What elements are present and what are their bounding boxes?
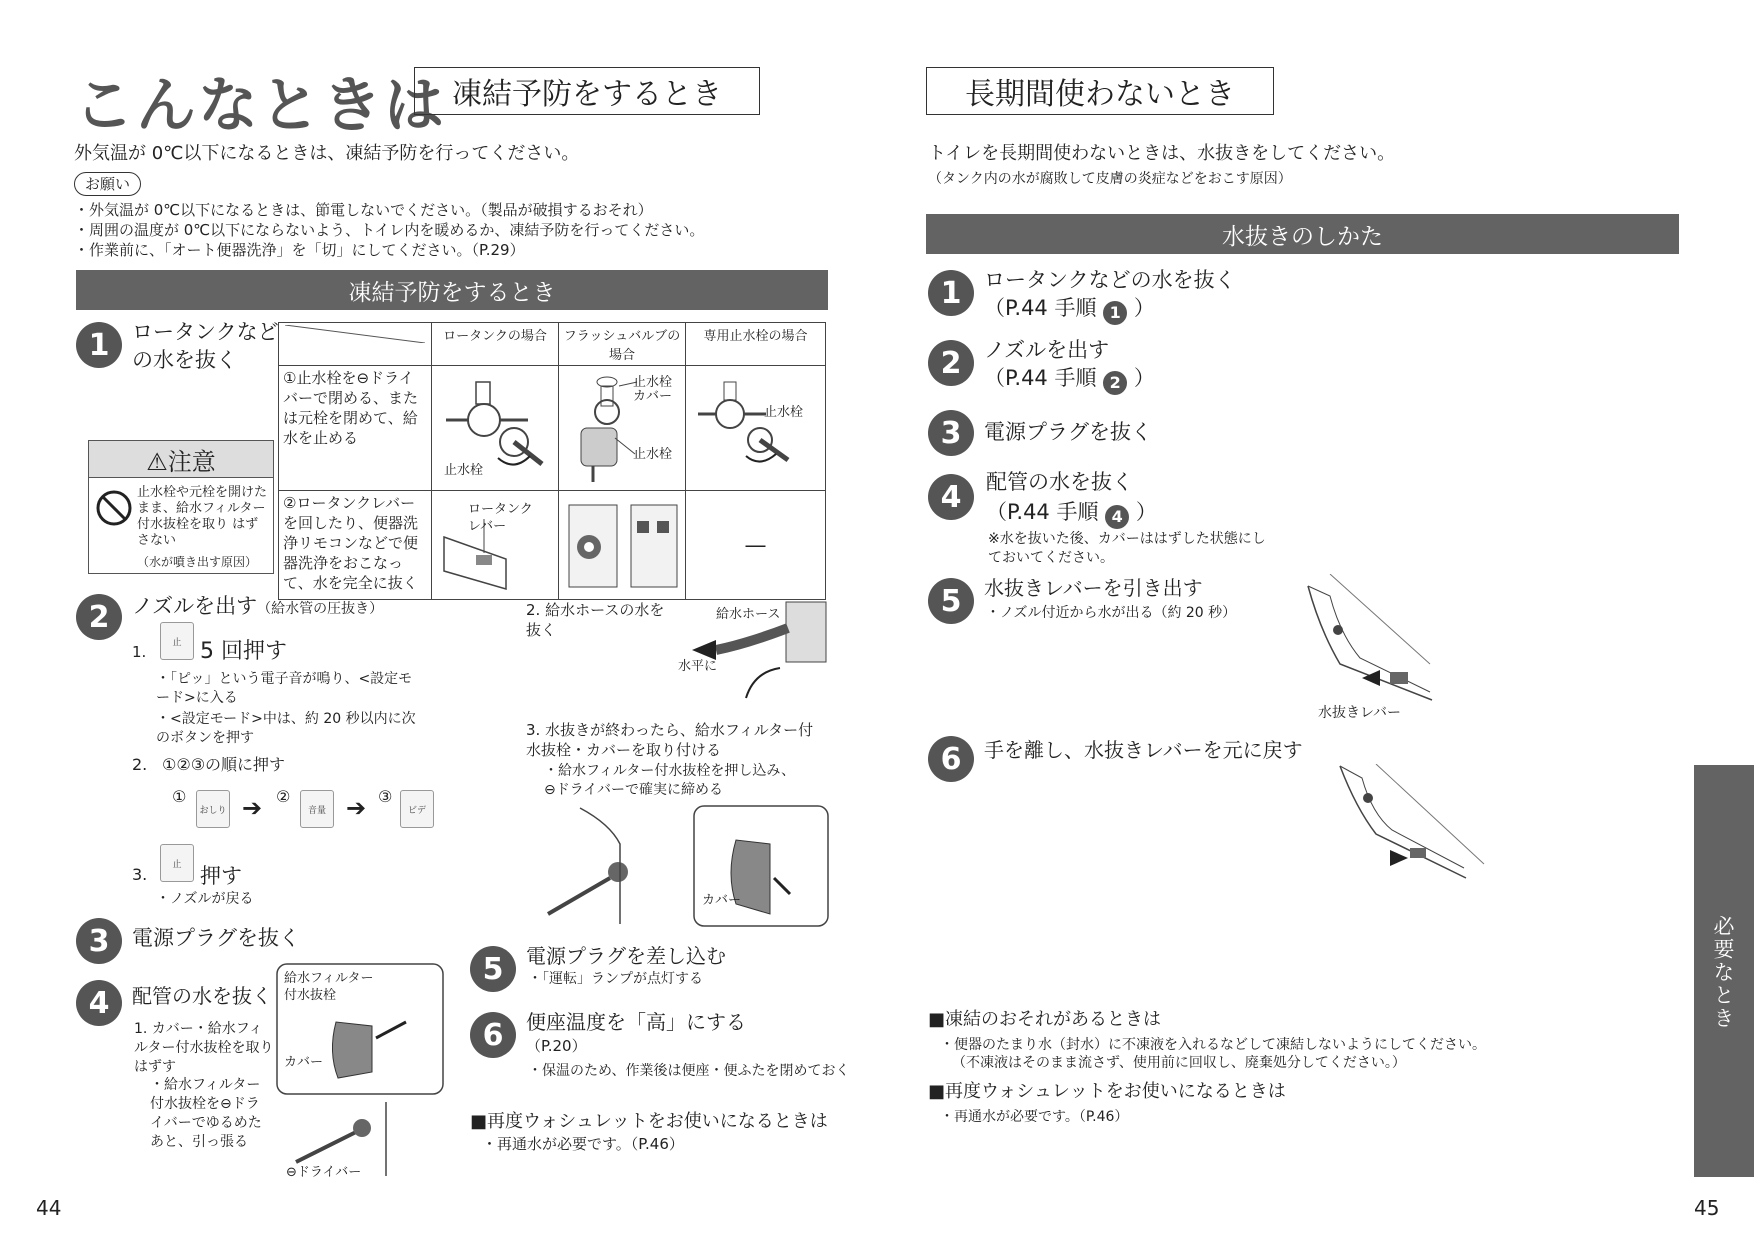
freeze-heading: ■凍結のおそれがあるときは — [928, 1009, 1162, 1030]
reuse-heading: ■再度ウォシュレットをお使いになるときは — [470, 1111, 828, 1132]
arrow-right-icon: ➔ — [346, 794, 367, 822]
illus-label: ⊖ドライバー — [286, 1165, 362, 1180]
step-title: 便座温度を「高」にする — [526, 1010, 746, 1034]
bullet: ・保温のため、作業後は便座・便ふたを閉めておく — [528, 1063, 850, 1079]
section-bar: 水抜きのしかた — [926, 214, 1679, 254]
caution-box — [88, 440, 274, 574]
bullet: ・<設定モード>中は、約 20 秒以内に次のボタンを押す — [156, 711, 416, 746]
substep-text: 3. 水抜きが終わったら、給水フィルター付水抜栓・カバーを取り付ける — [526, 721, 814, 759]
illus-label: 止水栓 — [633, 375, 673, 390]
bullet: ・ノズルが戻る — [156, 891, 254, 907]
page-title: こんなときは — [74, 71, 446, 141]
table-row-label: ①止水栓を⊖ドライバーで閉める、または元栓を閉めて、給水を止める — [279, 366, 432, 491]
filter-install-illustration — [540, 804, 830, 928]
page-ref: （P.20） — [526, 1037, 587, 1055]
reuse-text: ・再通水が必要です。（P.46） — [940, 1109, 1129, 1125]
bullet: ・「運転」ランプが点灯する — [528, 971, 703, 987]
section-box-title: 長期間使わないとき — [926, 67, 1274, 115]
step-number: 5 — [928, 578, 974, 624]
intro-text: トイレを長期間使わないときは、水抜きをしてください。 — [928, 143, 1396, 164]
step-title: ロータンクなど の水を抜く — [132, 320, 279, 372]
stop-button[interactable]: 止 — [160, 844, 194, 882]
step-title: ロータンクなどの水を抜く — [984, 268, 1236, 292]
table-cell — [686, 366, 826, 491]
substep-text: 1. カバー・給水フィルター付水抜栓を取りはずす — [134, 1021, 274, 1075]
step-title: 電源プラグを抜く — [132, 926, 300, 950]
oshiri-button[interactable]: おしり — [196, 790, 230, 828]
freeze-text: ・便器のたまり水（封水）に不凍液を入れるなどして凍結しないようにしてください。 — [940, 1037, 1486, 1053]
step-title: 配管の水を抜く — [132, 984, 272, 1008]
section-box-title: 凍結予防をするとき — [414, 67, 760, 115]
intro-subtext: （タンク内の水が腐敗して皮膚の炎症などをおこす原因） — [928, 171, 1292, 187]
step-number: 5 — [470, 946, 516, 992]
btn-label: ③ — [378, 787, 393, 806]
section-bar: 凍結予防をするとき — [76, 270, 828, 310]
step-number: 4 — [928, 474, 974, 520]
bullet: ・「ピッ」という電子音が鳴り、<設定モード>に入る — [156, 671, 413, 706]
arrow-right-icon: ➔ — [242, 794, 263, 822]
table-cell-empty: ― — [686, 491, 826, 600]
btn-label: ② — [276, 787, 291, 806]
diagonal-line — [285, 325, 425, 343]
page-ref: （P.44 手順 1 ） — [984, 294, 1155, 325]
step-title: 手を離し、水抜きレバーを元に戻す — [984, 738, 1303, 762]
stop-button[interactable]: 止 — [160, 622, 194, 660]
substep-text: 5 回押す — [200, 639, 287, 664]
step-number: 2 — [928, 340, 974, 386]
drain-lever-return-illustration — [1336, 764, 1486, 884]
page-number: 45 — [1694, 1196, 1720, 1220]
illus-label: カバー — [702, 893, 742, 908]
step-title: ノズルを出す — [984, 338, 1110, 362]
bullet: ・給水フィルター付水抜栓を押し込み、⊖ドライバーで確実に締める — [544, 763, 796, 798]
table-header: フラッシュバルブの場合 — [559, 323, 686, 366]
illus-label: ロータンクレバー — [468, 502, 533, 534]
step-title: 水抜きレバーを引き出す — [984, 576, 1203, 600]
intro-text: 外気温が 0℃以下になるときは、凍結予防を行ってください。 — [74, 143, 580, 164]
illus-label: 止水栓 — [764, 405, 804, 420]
drain-lever-pull-illustration — [1300, 574, 1440, 704]
illus-label: 水抜きレバー — [1318, 705, 1402, 721]
page-ref: （P.44 手順 2 ） — [984, 364, 1155, 395]
remote-illustration — [563, 493, 681, 593]
substep-number: 1. — [132, 643, 147, 661]
bullet: ・給水フィルター付水抜栓を⊖ドライバーでゆるめたあと、引っ張る — [150, 1077, 262, 1150]
caution-text: 止水栓や元栓を開けたまま、給水フィルター付水抜栓を取り はずさない — [137, 485, 268, 548]
substep-text: 押す — [200, 864, 242, 888]
table-cell — [559, 366, 686, 491]
btn-label: ① — [172, 787, 187, 806]
illus-label: 給水フィルター付水抜栓 — [284, 971, 374, 1003]
onegai-badge: お願い — [74, 172, 141, 196]
step-number: 6 — [470, 1012, 516, 1058]
table-cell — [432, 366, 559, 491]
substep-text: ①②③の順に押す — [162, 755, 286, 774]
step-title: 電源プラグを差し込む — [526, 944, 726, 968]
note-line: ・作業前に、「オート便器洗浄」を「切」にしてください。（P.29） — [74, 241, 525, 259]
table-cell — [432, 491, 559, 600]
table-row-label: ②ロータンクレバーを回したり、便器洗浄リモコンなどで便器洗浄をおこなって、水を完全に抜く — [279, 491, 432, 600]
freeze-text: （不凍液はそのまま流さず、使用前に回収し、廃棄処分してください。） — [952, 1055, 1406, 1071]
substep-number: 2. — [132, 755, 148, 774]
step-number: 1 — [928, 270, 974, 316]
step-title: 配管の水を抜く — [986, 470, 1133, 494]
illus-label: 水平に — [678, 659, 718, 674]
reuse-text: ・再通水が必要です。（P.46） — [482, 1135, 684, 1153]
page-ref: （P.44 手順 4 ） — [986, 498, 1157, 529]
step-number: 3 — [76, 918, 122, 964]
step-number: 1 — [76, 322, 122, 368]
side-tab-label: 必要なとき — [1711, 915, 1735, 1030]
step-title: 電源プラグを抜く — [984, 420, 1152, 444]
prohibited-icon — [95, 489, 133, 531]
note-line: ・外気温が 0℃以下になるときは、節電しないでください。（製品が破損するおそれ） — [74, 201, 653, 219]
table-header: ロータンクの場合 — [432, 323, 559, 366]
caution-title: ⚠注意 — [89, 441, 273, 478]
dedicated-valve-illustration — [690, 368, 818, 484]
step-title: ノズルを出す（給水管の圧抜き） — [132, 594, 384, 618]
side-tab — [1694, 765, 1754, 1177]
illus-label: カバー — [633, 389, 673, 404]
illus-label: 給水ホース — [716, 607, 781, 622]
step-number: 6 — [928, 736, 974, 782]
caution-reason: （水が噴き出す原因） — [137, 555, 258, 569]
substep-number: 3. — [132, 865, 148, 884]
reuse-heading: ■再度ウォシュレットをお使いになるときは — [928, 1081, 1286, 1102]
bullet: ・ノズル付近から水が出る（約 20 秒） — [986, 605, 1237, 621]
table-header: 専用止水栓の場合 — [686, 323, 826, 366]
page-number: 44 — [36, 1196, 62, 1220]
table-cell — [559, 491, 686, 600]
step-number: 2 — [76, 594, 122, 640]
freeze-table — [278, 322, 826, 600]
substep-text: 2. 給水ホースの水を抜く — [526, 601, 665, 639]
illus-label: カバー — [284, 1055, 324, 1070]
table-corner — [279, 323, 432, 366]
illus-label: 止水栓 — [444, 463, 484, 478]
illus-label: 止水栓 — [633, 447, 673, 462]
step-number: 3 — [928, 410, 974, 456]
step-note: ※水を抜いた後、カバーははずした状態にしておいてください。 — [988, 531, 1266, 566]
bidet-button[interactable]: ビデ — [400, 790, 434, 828]
volume-button[interactable]: 音量 — [300, 790, 334, 828]
step-number: 4 — [76, 980, 122, 1026]
note-line: ・周囲の温度が 0℃以下にならないよう、トイレ内を暖めるか、凍結予防を行ってください。 — [74, 221, 705, 239]
